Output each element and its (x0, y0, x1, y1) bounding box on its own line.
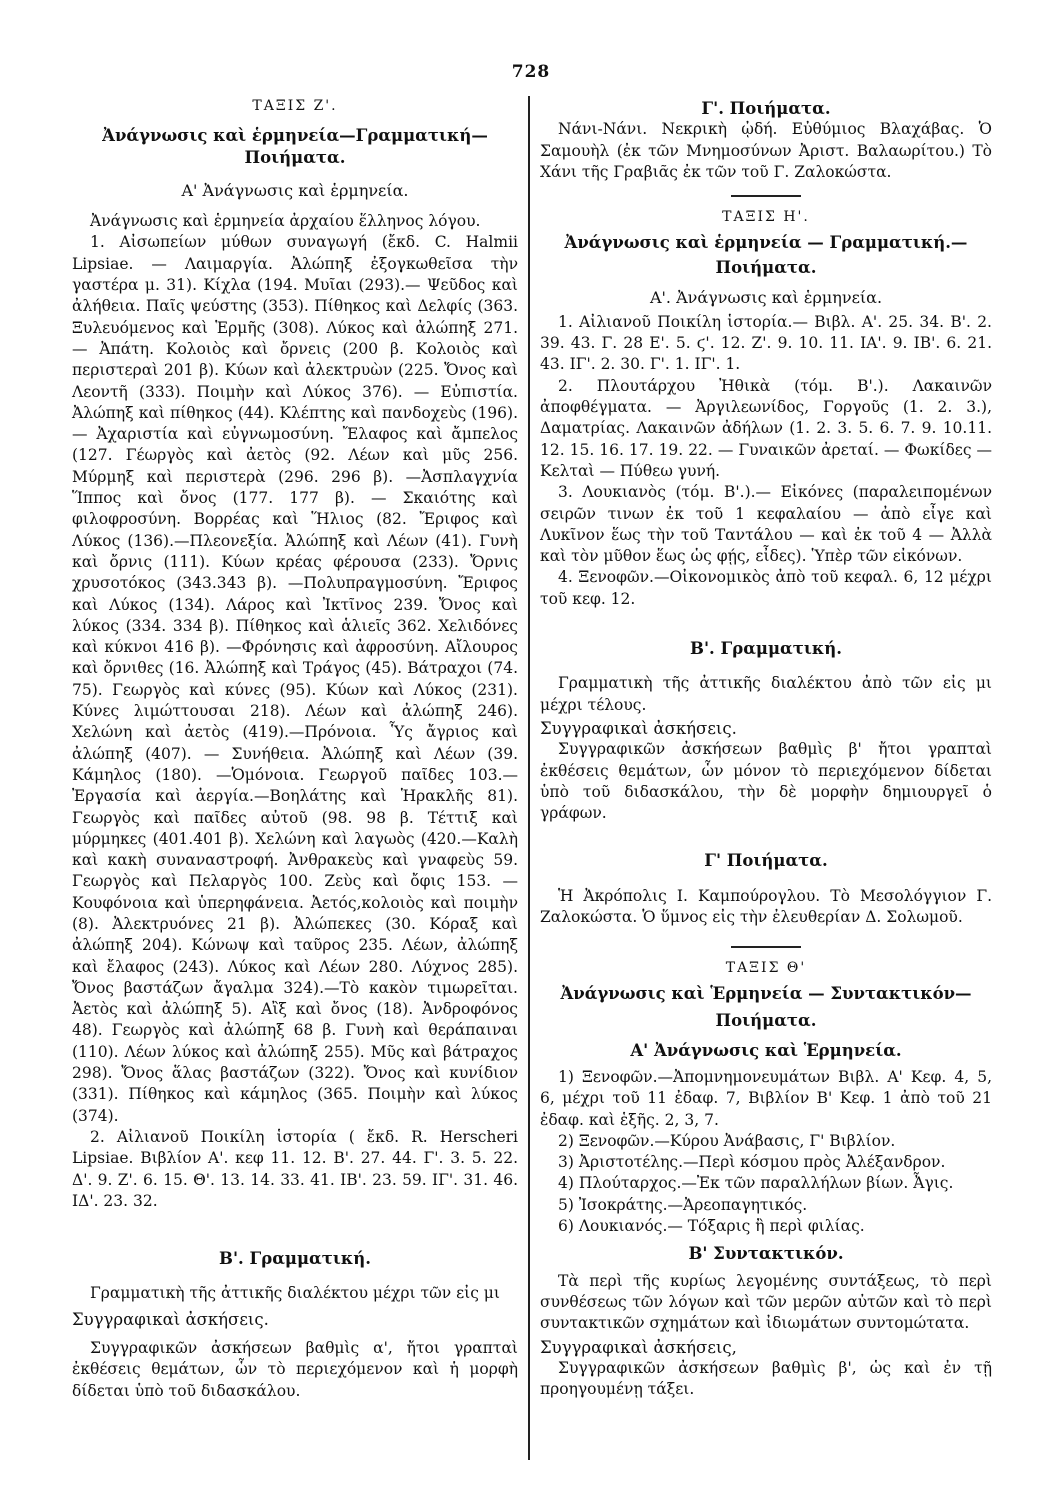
section-rule-2 (731, 946, 801, 948)
class-h-item-4: 4. Ξενοφῶν.—Οἰκονομικὸς ἀπὸ τοῦ κεφαλ. 6, 12 μέχρι τοῦ κεφ. 12. (540, 568, 992, 608)
list-item: 4) Πλούταρχος.—Ἐκ τῶν παραλλήλων βίων. Ἆγις. (558, 1174, 954, 1193)
class-h-title-line2: Ποιήματα. (715, 258, 817, 278)
class-z-heading: ΤΑΞΙΣ Ζ'. (252, 98, 338, 114)
column-divider (528, 96, 530, 1460)
class-z-exercises-text: Συγγραφικῶν ἀσκήσεων βαθμὶς α', ἤτοι γραπταὶ ἐκθέσεις θεμάτων, ὧν τὸ περιεχόμενον καὶ ἡ μορφὴ δίδεται ὑπὸ τοῦ διδασκάλου. (72, 1339, 518, 1400)
class-h-item-3: 3. Λουκιανὸς (τόμ. Β'.).— Εἰκόνες (παραλειπομένων σειρῶν τινων ἐκ τοῦ 1 κεφαλαίου — ἀπὸ εἶγε καὶ Λυκῖνον ἕως τὴν τοῦ Ταντάλου — καὶ ἐκ τοῦ 4 — Ἀλλὰ καὶ τὸν μῦθον ἕως ὡς φῄς, εἶδες). Ὑπὲρ τῶν εἰκόνων. (540, 483, 992, 566)
class-h-title-line1: Ἀνάγνωσις καὶ ἑρμηνεία — Γραμματική.— (564, 232, 968, 252)
class-th-list (540, 1067, 992, 1237)
list-item: 3) Ἀριστοτέλης.—Περὶ κόσμου πρὸς Ἀλέξανδρον. (558, 1153, 946, 1172)
list-item: 6) Λουκιανός.— Τόξαρις ἢ περὶ φιλίας. (558, 1217, 865, 1236)
class-th-section-a-heading: Α' Ἀνάγνωσις καὶ Ἑρμηνεία. (630, 1040, 902, 1060)
right-column (540, 92, 992, 1400)
class-h-poems-text: Ἡ Ἀκρόπολις Ι. Καμπούρογλου. Τὸ Μεσολόγγιον Γ. Ζαλοκώστα. Ὁ ὕμνος εἰς τὴν ἐλευθερίαν Δ. Σολωμοῦ. (540, 886, 992, 926)
left-column (72, 92, 518, 1402)
class-h-exercises-text: Συγγραφικῶν ἀσκήσεων βαθμὶς β' ἤτοι γραπταὶ ἐκθέσεις θεμάτων, ὧν μόνον τὸ περιεχόμενον δίδεται ὑπὸ τοῦ διδασκάλου, τὴν δὲ μορφὴν δημιουργεῖ ὁ γράφων. (540, 740, 992, 823)
class-h-title (540, 232, 992, 279)
class-th-syntax-text: Τὰ περὶ τῆς κυρίως λεγομένης συντάξεως, τὸ περὶ συνθέσεως τῶν λόγων καὶ τῶν μερῶν αὐτῶν καὶ τὸ περὶ συντακτικῶν σχημάτων καὶ ἰδιωμάτων συντομώτατα. (540, 1271, 992, 1333)
class-th-exercises-title: Συγγραφικαὶ ἀσκήσεις, (540, 1337, 737, 1357)
aesop-paragraph: 1. Αἰσωπείων μύθων συναγωγή (ἔκδ. C. Halmii Lipsiae. — Λαιμαργία. Ἀλώπηξ ἐξογκωθεῖσα τὴν γαστέρα μ. 31). Κίχλα (194. Μυῖαι (293).— Ψεῦδος καὶ ἀλήθεια. Παῖς ψεύστης (353). Πίθηκος καὶ Δελφίς (363. Ξυλευόμενος καὶ Ἑρμῆς (308). Λύκος καὶ ἀλώπηξ 271. — Ἀπάτη. Κολοιὸς καὶ ὄρνεις (200 β. Κολοιὸς καὶ περιστεραὶ 201 β). Κύων καὶ ἀλεκτρυὼν (225. Ὄνος καὶ Λεοντῆ (333). Ποιμὴν καὶ Λύκος 376). — Εὐπιστία. Ἀλώπηξ καὶ πίθηκος (44). Κλέπτης καὶ πανδοχεὺς (196).— Ἀχαριστία καὶ εὐγνωμοσύνη. Ἔλαφος καὶ ἄμπελος (127. Γέωργὸς καὶ ἀετὸς (92. Λέων καὶ μῦς 256. Μύρμηξ καὶ περιστερὰ (296. 296 β). —Ἀσπλαγχνία Ἵππος καὶ ὄνος (177. 177 β). — Σκαιότης καὶ φιλοφροσύνη. Βορρέας καὶ Ἥλιος (82. Ἔριφος καὶ Λύκος (136).—Πλεονεξία. Ἀλώπηξ καὶ Λέων (41). Γυνὴ καὶ ὄρνις (111). Κύων κρέας φέρουσα (233). Ὄρνις χρυσοτόκος (343.343 β). —Πολυπραγμοσύνη. Ἔριφος καὶ Λύκος (134). Λάρος καὶ Ἰκτῖνος 239. Ὄνος καὶ λύκος (334. 334 β). Πίθηκος καὶ ἁλιεῖς 362. Χελιδόνες καὶ κύκνοι 416 β). —Φρόνησις καὶ ἀφροσύνη. Αἴλουρος καὶ ὄρνιθες (16. Ἀλώπηξ καὶ Τράγος (45). Βάτραχοι (74. 75). Γεωργὸς καὶ κύνες (95). Κύων καὶ Λύκος (231). Κύνες λιμώττουσαι 218). Λέων καὶ ἀλώπηξ 246). Χελώνη καὶ ἀετὸς (419).—Πρόνοια. Ὗς ἄγριος καὶ ἀλώπηξ (407). — Συνήθεια. Ἀλώπηξ καὶ Λέων (39. Κάμηλος (180). —Ὁμόνοια. Γεωργοῦ παῖδες 103.—Ἐργασία καὶ ἀεργία.—Βοηλάτης καὶ Ἡρακλῆς 81). Γεωργὸς καὶ παῖδες αὐτοῦ (98. 98 β. Τέττιξ καὶ μύρμηκες (401.401 β). Χελώνη καὶ λαγωὸς (420.—Καλὴ καὶ κακὴ συναναστροφή. Ἀνθρακεὺς καὶ γναφεὺς 59. Γεωργὸς καὶ Πελαργὸς 100. Ζεὺς καὶ ὄφις 153. — Κουφόνοια καὶ ὑπερηφάνεια. Ἀετός,κολοιὸς καὶ ποιμὴν (8). Ἀλεκτρυόνες 21 β). Ἀλώπεκες (30. Κόραξ καὶ ἀλώπηξ 204). Κώνωψ καὶ ταῦρος 235. Λέων, ἀλώπηξ καὶ ἔλαφος (243). Λύκος καὶ Λέων 280. Λύχνος 285). Ὄνος βαστάζων ἄγαλμα 324).—Τὸ κακὸν τιμωρεῖται. Ἀετὸς καὶ ἀλώπηξ 5). Αἲξ καὶ ὄνος (18). Ἀνδροφόνος 48). Γεωργὸς καὶ ἀλώπηξ 68 β. Γυνὴ καὶ θεράπαιναι (110). Λέων λύκος καὶ ἀλώπηξ 255). Μῦς καὶ βάτραχος 298). Ὄνος ἅλας βαστάζων (322). Ὄνος καὶ κυνίδιον (331). Πίθηκος καὶ κάμηλος (365. Ποιμὴν καὶ λύκος (374). (72, 233, 518, 1125)
class-h-section-a-heading: Α'. Ἀνάγνωσις καὶ ἑρμηνεία. (649, 287, 883, 307)
class-th-title-line2: Ποιήματα. (715, 1011, 817, 1031)
class-h-item-2: 2. Πλουτάρχου Ἠθικὰ (τόμ. Β'.). Λακαινῶν ἀποφθέγματα. — Ἀργιλεωνίδος, Γοργοῦς (1. 2. 3.), Δαματρίας. Λακαινῶν ἀδήλων (1. 2. 3. 5. 6. 7. 9. 10.11. 12. 15. 16. 17. 19. 22. — Γυναικῶν ἀρεταί. — Φωκίδες — Κελταὶ — Πύθεω γυνή. (540, 376, 992, 480)
class-th-section-b-heading: Β' Συντακτικόν. (688, 1244, 844, 1264)
class-z-grammar-text: Γραμματικὴ τῆς ἀττικῆς διαλέκτου μέχρι τῶν εἰς μι (90, 1284, 500, 1303)
page-number: 728 (511, 62, 551, 82)
class-z-poems-text: Νάνι-Νάνι. Νεκρικὴ ᾠδή. Εὐθύμιος Βλαχάβας. Ὁ Σαμουὴλ (ἐκ τῶν Μνημοσύνων Ἀριστ. Βαλαωρίτου.) Τὸ Χάνι τῆς Γραβιᾶς ἐκ τῶν τοῦ Γ. Ζαλοκώστα. (540, 120, 992, 181)
class-z-exercises-title: Συγγραφικαὶ ἀσκήσεις. (72, 1309, 269, 1329)
class-z-section-a-heading: Α' Ἀνάγνωσις καὶ ἑρμηνεία. (181, 180, 409, 200)
aelian-paragraph: 2. Αἰλιανοῦ Ποικίλη ἱστορία ( ἔκδ. R. Herscheri Lipsiae. Βιβλίον Α'. κεφ 11. 12. Β'. 27. 44. Γ'. 3. 5. 22. Δ'. 9. Ζ'. 6. 15. Θ'. 13. 14. 33. 41. ΙΒ'. 23. 59. ΙΓ'. 31. 46. ΙΔ'. 23. 32. (72, 1127, 518, 1210)
list-item: 1) Ξενοφῶν.—Ἀπομνημονευμάτων Βιβλ. Α' Κεφ. 4, 5, 6, μέχρι τοῦ 11 ἐδαφ. 7, Βιβλίον Β' Κεφ. 1 ἀπὸ τοῦ 21 ἐδαφ. καὶ ἑξῆς. 2, 3, 7. (540, 1067, 992, 1129)
class-h-exercises-title: Συγγραφικαὶ ἀσκήσεις. (540, 718, 737, 738)
class-h-grammar-text: Γραμματικὴ τῆς ἀττικῆς διαλέκτου ἀπὸ τῶν εἰς μι μέχρι τέλους. (540, 674, 992, 714)
class-th-title-line1: Ἀνάγνωσις καὶ Ἑρμηνεία — Συντακτικόν— (560, 984, 972, 1004)
class-z-title (72, 125, 518, 168)
class-h-heading: ΤΑΞΙΣ Η'. (722, 208, 810, 225)
class-z-poems-heading: Γ'. Ποιήματα. (701, 99, 831, 118)
class-th-exercises-text: Συγγραφικῶν ἀσκήσεων βαθμὶς β', ὡς καὶ ἐν τῇ προηγουμένῃ τάξει. (540, 1358, 992, 1399)
section-rule-1 (731, 195, 801, 197)
class-z-section-b-heading: Β'. Γραμματική. (219, 1249, 371, 1269)
class-z-title-line2: Ποιήματα. (244, 147, 346, 167)
class-h-item-1: 1. Αἰλιανοῦ Ποικίλη ἱστορία.— Βιβλ. Α'. 25. 34. Β'. 2. 39. 43. Γ. 28 Ε'. 5. ϛ'. 12. Ζ'. 9. 10. 11. ΙΑ'. 9. ΙΒ'. 6. 21. 43. ΙΓ'. 2. 30. Γ'. 1. ΙΓ'. 1. (540, 312, 992, 374)
list-item: 5) Ἰσοκράτης.—Ἀρεοπαγητικός. (558, 1195, 808, 1214)
class-z-title-line1: Ἀνάγνωσις καὶ ἑρμηνεία—Γραμματική— (102, 126, 488, 146)
class-z-intro: Ἀνάγνωσις καὶ ἑρμηνεία ἀρχαίου ἕλληνος λόγου. (90, 212, 481, 231)
class-h-section-c-heading: Γ' Ποιήματα. (704, 851, 828, 871)
list-item: 2) Ξενοφῶν.—Κύρου Ἀνάβασις, Γ' Βιβλίον. (558, 1131, 896, 1150)
class-th-title (540, 983, 992, 1032)
class-th-heading: ΤΑΞΙΣ Θ' (725, 959, 807, 976)
class-h-section-b-heading: Β'. Γραμματική. (690, 639, 842, 659)
